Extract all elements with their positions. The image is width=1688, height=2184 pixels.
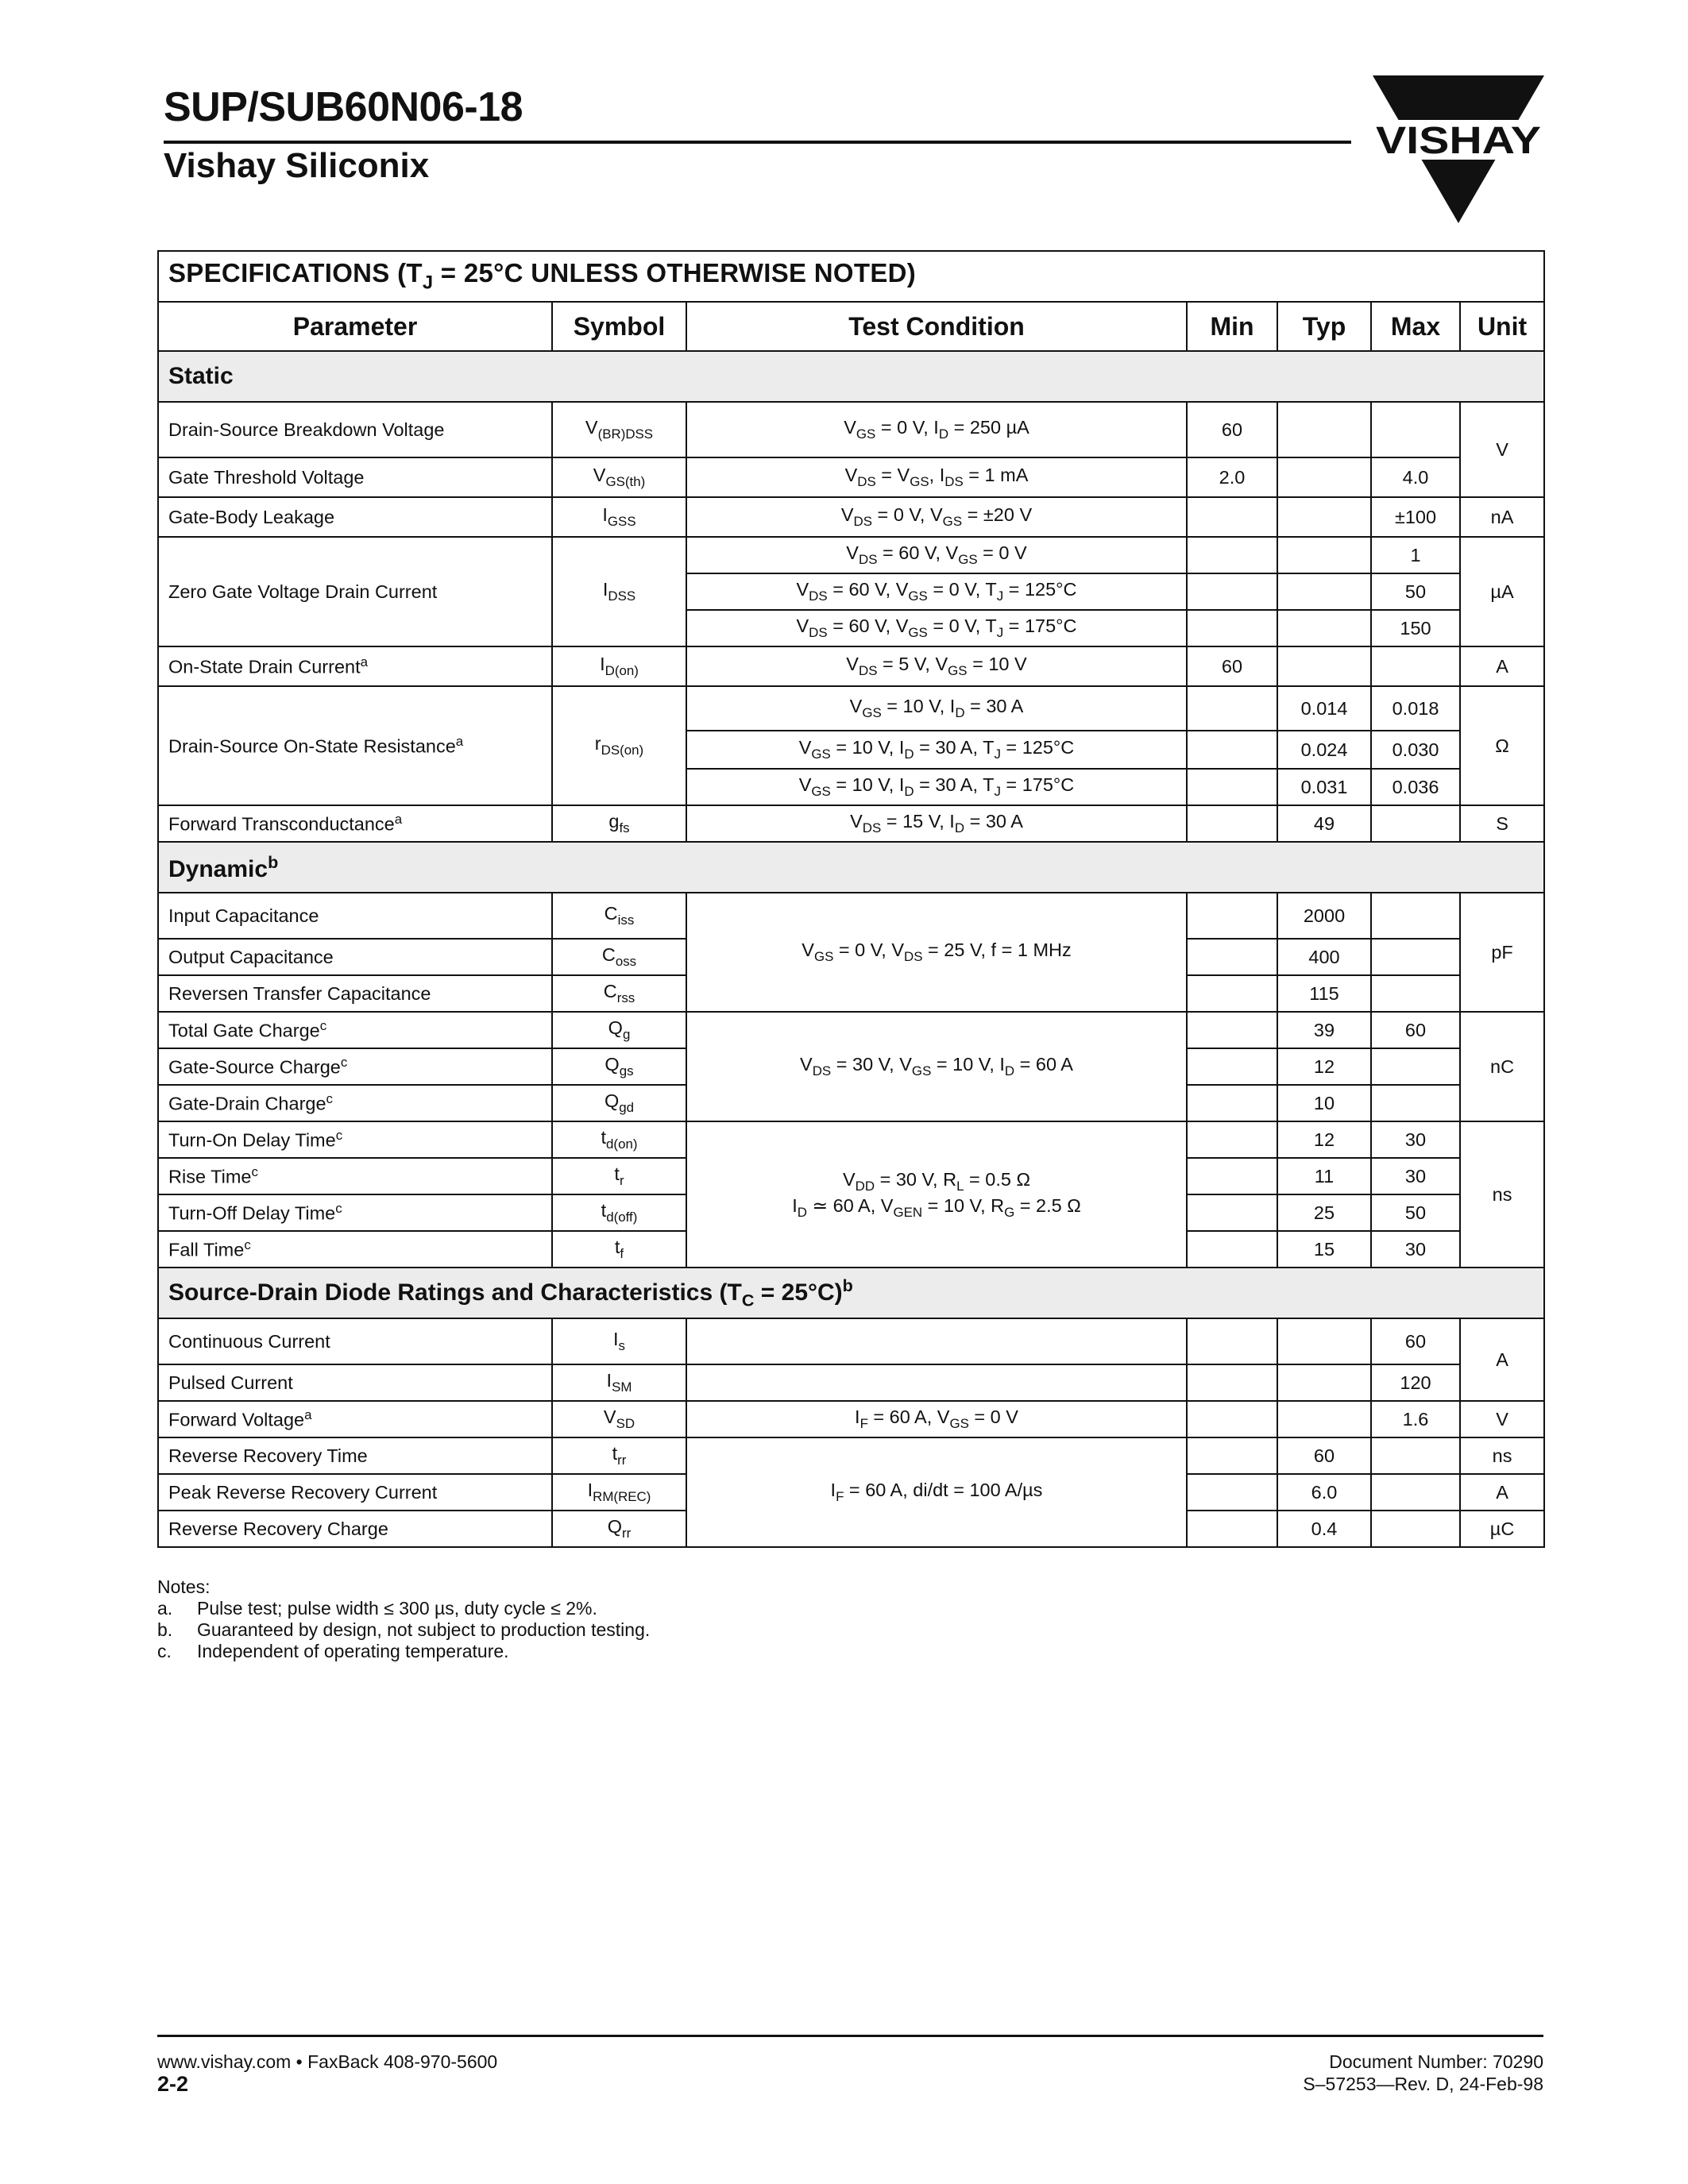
table-row: Continuous Current $I_s$ 60 A — [158, 1318, 1544, 1364]
table-row: $V_{GS} = 10$ V, $I_D = 30$ A, $T_J = 125^\circ C$ 0.024 0.030 — [158, 731, 1544, 769]
specifications-table — [157, 250, 1545, 1548]
footer-left — [157, 2051, 497, 2095]
table-row: Output Capacitance $C_{oss}$ 400 — [158, 939, 1544, 975]
table-title: SPECIFICATIONS ($T_J = 25^\circ C$ UNLESS OTHERWISE NOTED) — [158, 251, 1544, 302]
table-row: Forward Voltage$^a$ $V_{SD}$ $I_F = 60$ A, $V_{GS} = 0$ V 1.6 V — [158, 1401, 1544, 1437]
note-item: b. Guaranteed by design, not subject to production testing. — [157, 1619, 651, 1640]
footer-right — [1303, 2051, 1543, 2095]
note-item: a. Pulse test; pulse width ≤ 300 µs, duty cycle ≤ 2%. — [157, 1598, 597, 1619]
column-header: Min — [1187, 302, 1277, 351]
vishay-logo-text: VISHAY — [1376, 120, 1541, 162]
table-row: Zero Gate Voltage Drain Current $I_{DSS}$ $V_{DS} = 60$ V, $V_{GS} = 0$ V 1 µA — [158, 537, 1544, 573]
part-number-title: SUP/SUB60N06-18 — [164, 84, 523, 130]
column-header: Symbol — [552, 302, 686, 351]
table-row: $V_{DS} = 60$ V, $V_{GS} = 0$ V, $T_J = 175^\circ C$ 150 — [158, 610, 1544, 646]
page-number: 2-2 — [157, 2072, 189, 2096]
revision: S–57253—Rev. D, 24-Feb-98 — [1303, 2074, 1543, 2094]
table-row: Peak Reverse Recovery Current $I_{RM(REC)}$ 6.0 A — [158, 1474, 1544, 1511]
table-header-row — [158, 302, 1544, 351]
column-header: Unit — [1460, 302, 1544, 351]
column-header: Parameter — [158, 302, 552, 351]
table-row: Gate-Body Leakage $I_{GSS}$ $V_{DS} = 0$ V, $V_{GS} = \pm 20$ V ±100 nA — [158, 497, 1544, 537]
table-row: Reverse Recovery Time $t_{rr}$ $I_F = 60$ A, di/dt = 100 A/µs 60 ns — [158, 1437, 1544, 1474]
table-row: Gate Threshold Voltage $V_{GS(th)}$ $V_{DS} = V_{GS}$, $I_{DS} = 1$ mA 2.0 4.0 — [158, 457, 1544, 497]
footer-website: www.vishay.com • FaxBack 408-970-5600 — [157, 2051, 498, 2072]
notes — [157, 1576, 650, 1662]
table-row: Gate-Drain Charge$^c$ $Q_{gd}$ 10 — [158, 1085, 1544, 1121]
table-row: Pulsed Current $I_{SM}$ 120 — [158, 1364, 1544, 1401]
column-header: Max — [1371, 302, 1460, 351]
table-row: Rise Time$^c$ $t_r$ 11 30 — [158, 1158, 1544, 1194]
header-rule — [164, 141, 1351, 144]
footer-rule — [157, 2035, 1543, 2037]
vishay-logo — [1373, 75, 1544, 223]
table-row: Reversen Transfer Capacitance $C_{rss}$ 115 — [158, 975, 1544, 1012]
company-subtitle: Vishay Siliconix — [164, 146, 430, 185]
column-header: Test Condition — [686, 302, 1187, 351]
table-row: $V_{GS} = 10$ V, $I_D = 30$ A, $T_J = 175^\circ C$ 0.031 0.036 — [158, 769, 1544, 805]
section-static: Static — [158, 351, 1544, 402]
column-header: Typ — [1277, 302, 1371, 351]
document-number: Document Number: 70290 — [1329, 2051, 1543, 2072]
table-row: Gate-Source Charge$^c$ $Q_{gs}$ 12 — [158, 1048, 1544, 1085]
table-row: $V_{DS} = 60$ V, $V_{GS} = 0$ V, $T_J = 125^\circ C$ 50 — [158, 573, 1544, 610]
table-row: Fall Time$^c$ $t_f$ 15 30 — [158, 1231, 1544, 1268]
table-row: Drain-Source On-State Resistance$^a$ $r_{DS(on)}$ $V_{GS} = 10$ V, $I_D = 30$ A 0.014 0.018 Ω — [158, 686, 1544, 731]
table-row: Input Capacitance $C_{iss}$ $V_{GS} = 0$ V, $V_{DS} = 25$ V, f = 1 MHz 2000 pF — [158, 893, 1544, 939]
note-item: c. Independent of operating temperature. — [157, 1641, 509, 1661]
notes-heading: Notes: — [157, 1576, 211, 1597]
table-row: Reverse Recovery Charge $Q_{rr}$ 0.4 µC — [158, 1511, 1544, 1547]
table-row: On-State Drain Current$^a$ $I_{D(on)}$ $V_{DS} = 5$ V, $V_{GS} = 10$ V 60 A — [158, 646, 1544, 686]
table-row: Turn-On Delay Time$^c$ $t_{d(on)}$ $V_{DD} = 30$ V, $R_L = 0.5$ Ω $I_D$ ≃ 60 A, $V_{GEN} = 10$ V, $R_G = 2.5$ Ω 12 30 ns — [158, 1121, 1544, 1158]
table-row: Turn-Off Delay Time$^c$ $t_{d(off)}$ 25 50 — [158, 1194, 1544, 1231]
table-row: Forward Transconductance$^a$ $g_{fs}$ $V_{DS} = 15$ V, $I_D = 30$ A 49 S — [158, 805, 1544, 842]
table-row: Total Gate Charge$^c$ $Q_g$ $V_{DS} = 30$ V, $V_{GS} = 10$ V, $I_D = 60$ A 39 60 nC — [158, 1012, 1544, 1048]
section-dynamic: Dynamic$^b$ — [158, 842, 1544, 893]
section-source-drain: Source-Drain Diode Ratings and Characteristics $(T_C = 25^\circ C)^b$ — [158, 1268, 1544, 1318]
table-row: Drain-Source Breakdown Voltage $V_{(BR)DSS}$ $V_{GS} = 0$ V, $I_D = 250$ µA 60 V — [158, 402, 1544, 457]
